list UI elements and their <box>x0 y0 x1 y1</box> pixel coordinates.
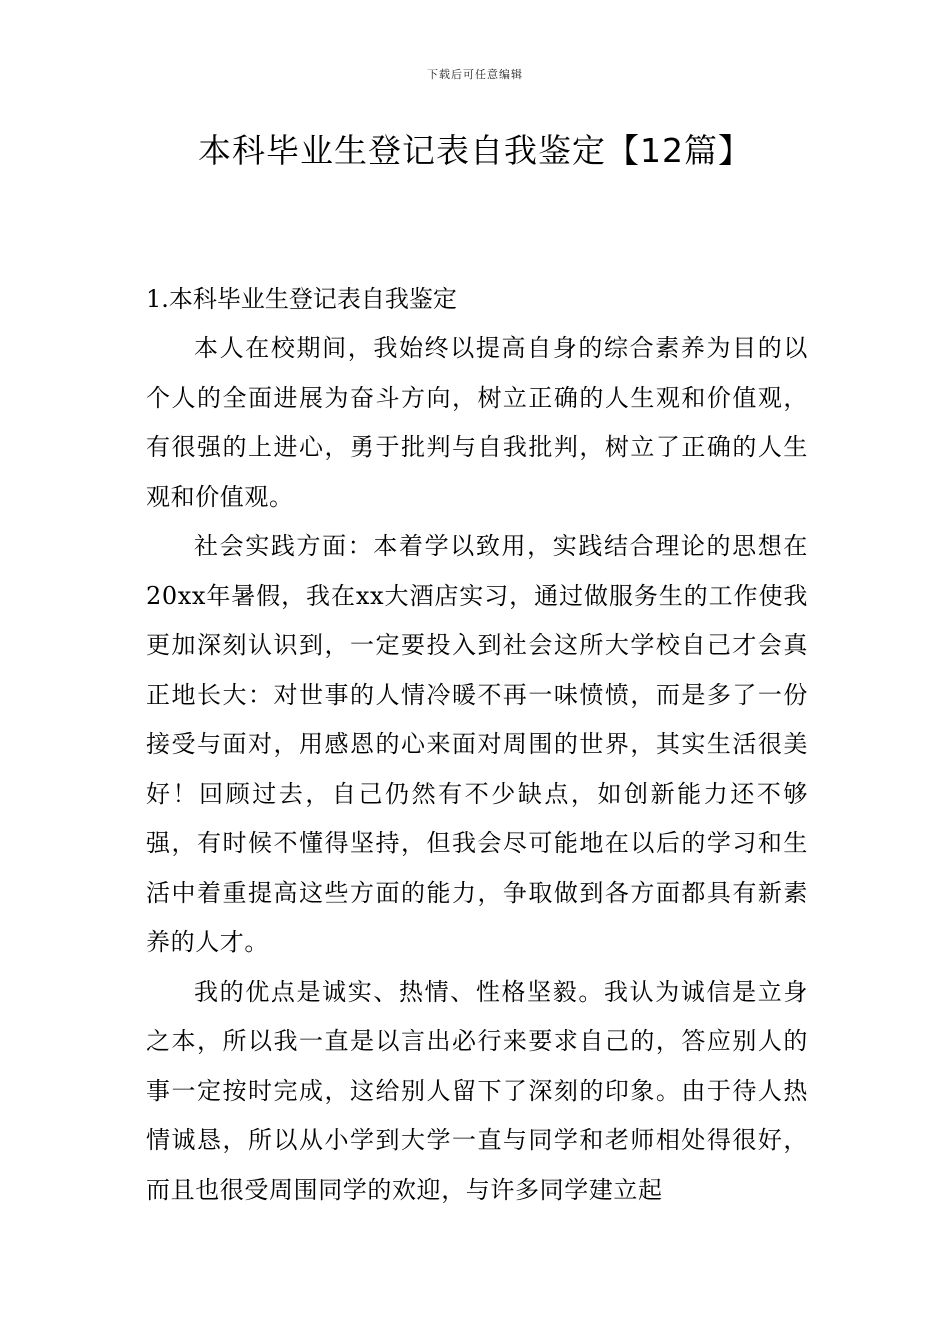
section-heading: 1.本科毕业生登记表自我鉴定 <box>146 285 457 313</box>
paragraph-social-practice: 社会实践方面：本着学以致用，实践结合理论的思想在20xx年暑假，我在xx大酒店实习，通过做服务生的工作使我更加深刻认识到，一定要投入到社会这所大学校自己才会真正地长大：对世事的人情冷暖不再一味愤愤，而是多了一份接受与面对，用感恩的心来面对周围的世界，其实生活很美好！回顾过去，自己仍然有不少缺点，如创新能力还不够强，有时候不懂得坚持，但我会尽可能地在以后的学习和生活中着重提高这些方面的能力，争取做到各方面都具有新素养的人才。 <box>146 532 808 956</box>
document-body <box>146 274 808 1215</box>
header-note: 下载后可任意编辑 <box>427 68 523 81</box>
paragraph-intro: 本人在校期间，我始终以提高自身的综合素养为目的以个人的全面进展为奋斗方向，树立正确的人生观和价值观，有很强的上进心，勇于批判与自我批判，树立了正确的人生观和价值观。 <box>146 334 808 511</box>
paragraph-strengths: 我的优点是诚实、热情、性格坚毅。我认为诚信是立身之本，所以我一直是以言出必行来要求自己的，答应别人的事一定按时完成，这给别人留下了深刻的印象。由于待人热情诚恳，所以从小学到大学一直与同学和老师相处得很好，而且也很受周围同学的欢迎，与许多同学建立起 <box>146 977 808 1204</box>
document-title: 本科毕业生登记表自我鉴定【12篇】 <box>198 131 752 170</box>
